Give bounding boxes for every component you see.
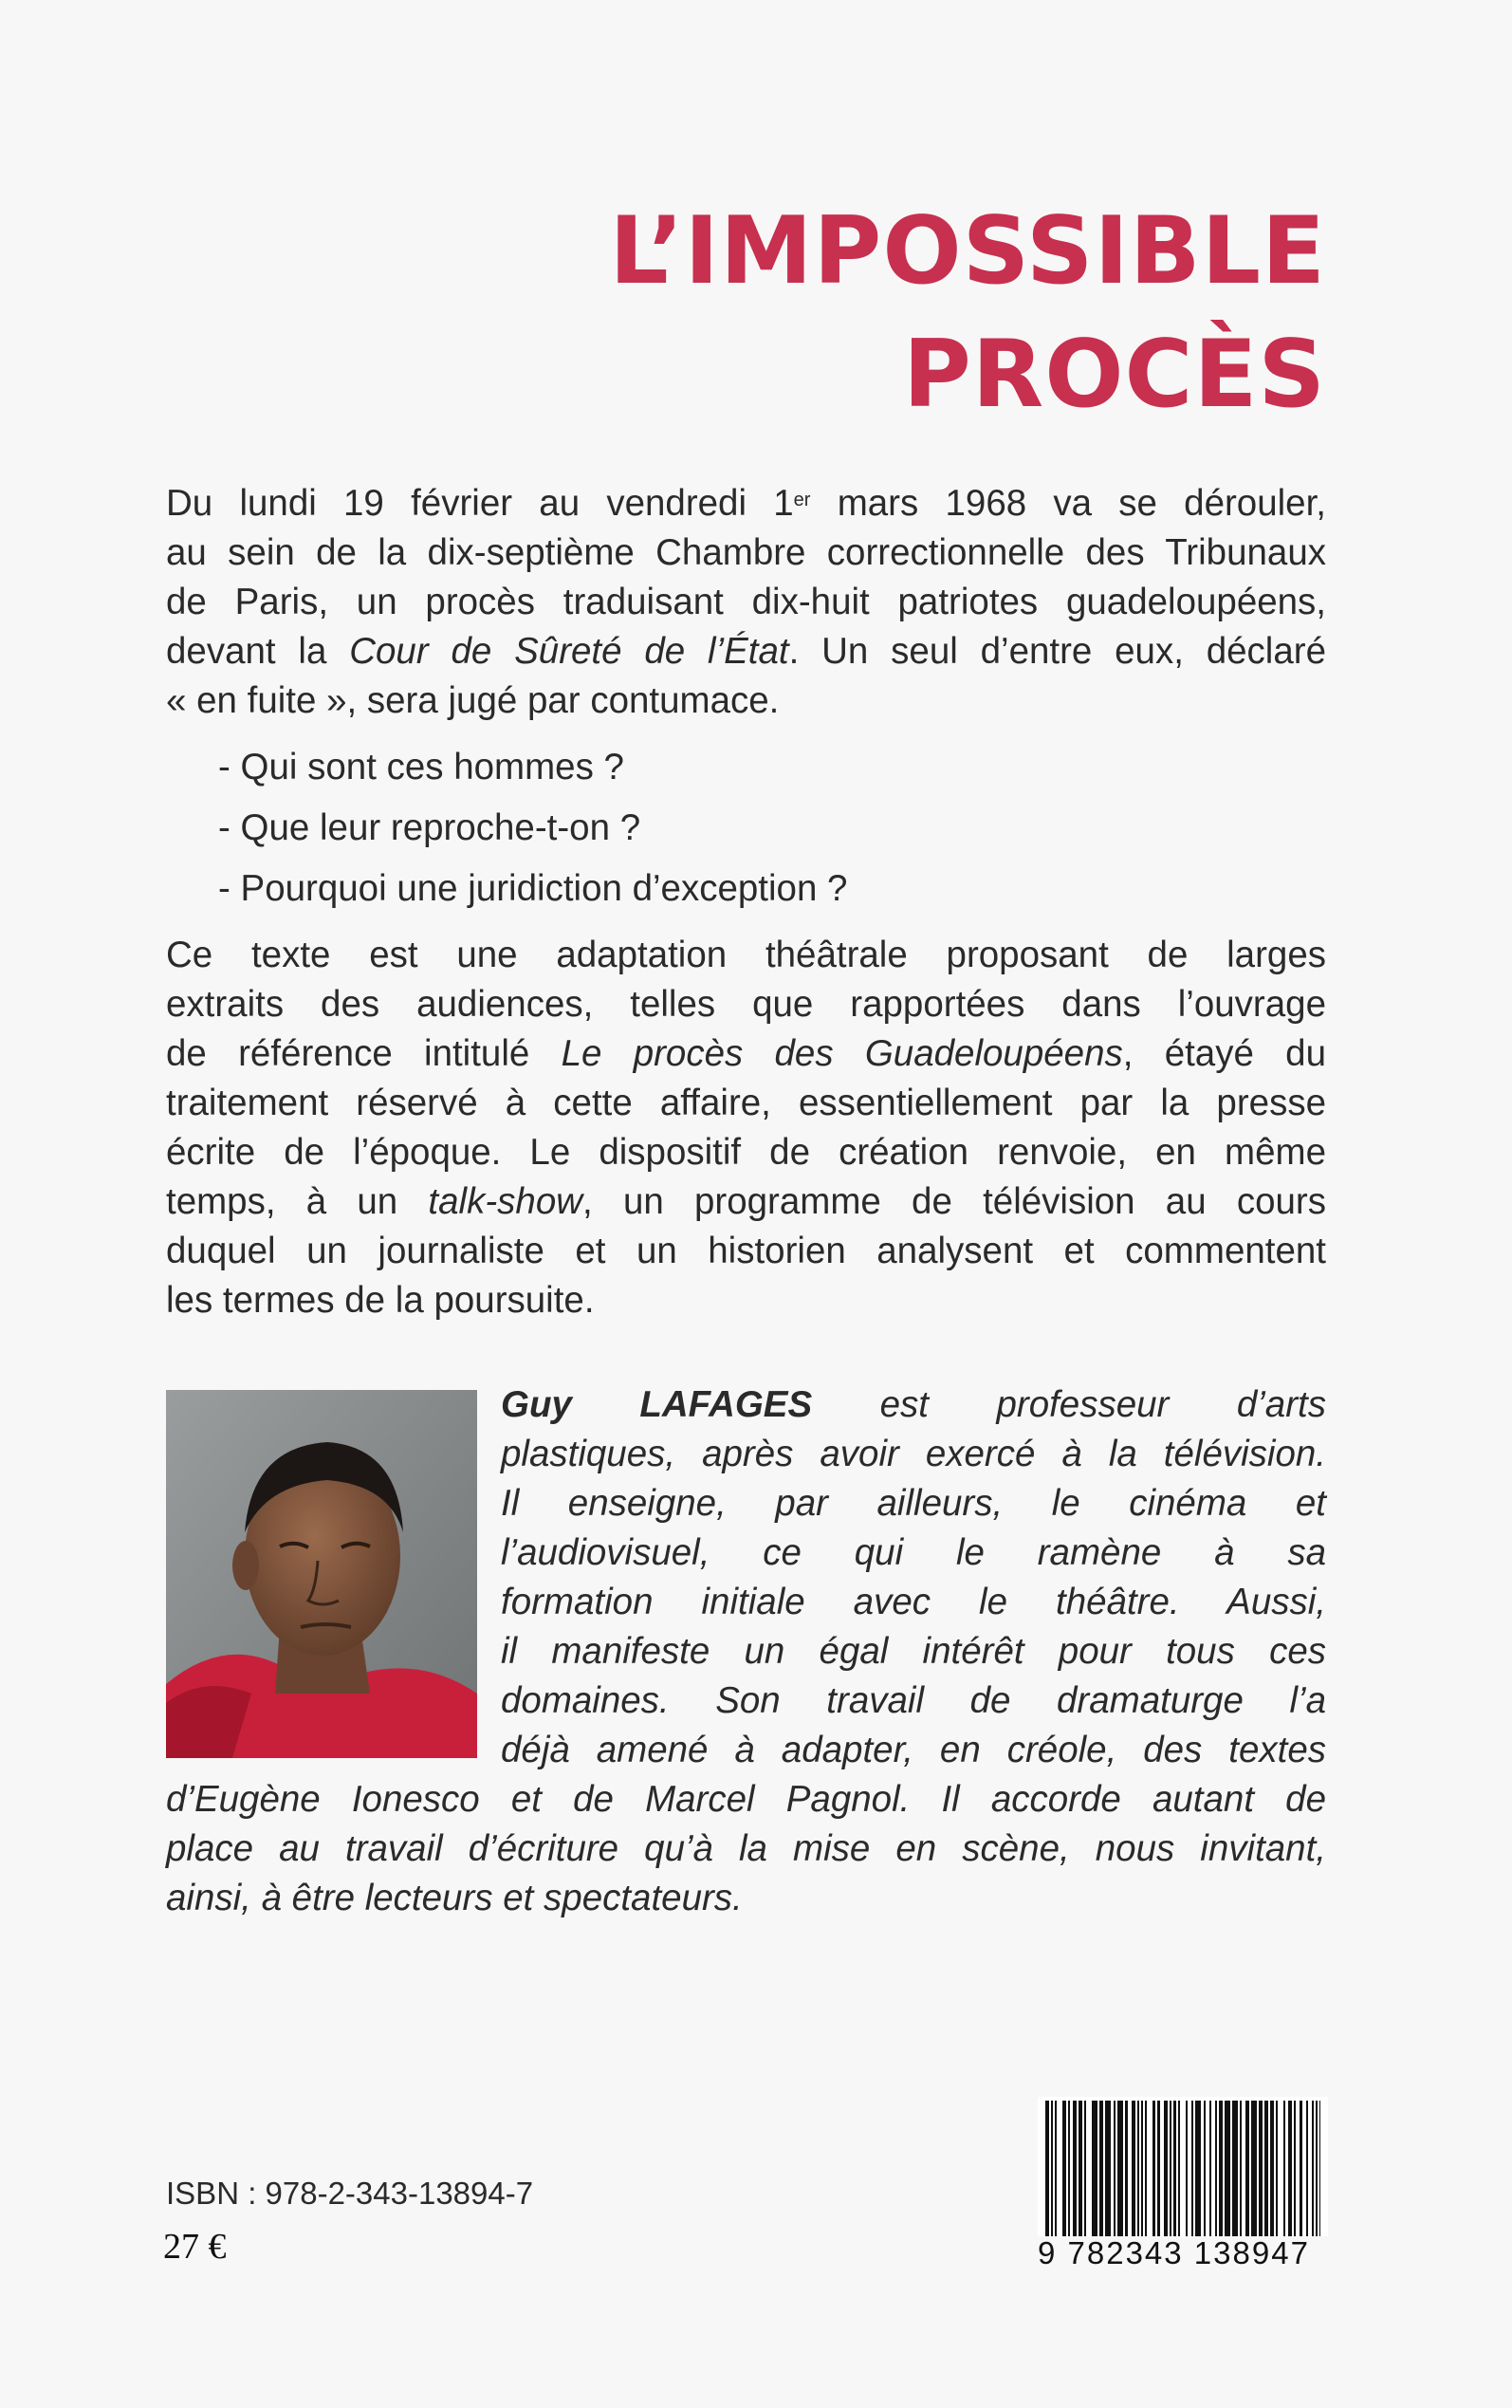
text-line: devant la Cour de Sûreté de l’État. Un seul d’entre eux, déclaré	[166, 631, 1327, 672]
question-item: - Que leur reproche-t-on ?	[218, 807, 641, 848]
text-line: formation initiale avec le théâtre. Aussi,	[501, 1582, 1326, 1622]
synopsis	[166, 479, 1326, 1325]
question-list	[218, 737, 1326, 919]
text-line: Il enseigne, par ailleurs, le cinéma et	[501, 1483, 1326, 1524]
title-line-1: L’IMPOSSIBLE	[609, 197, 1326, 306]
text-line: de référence intitulé Le procès des Guadeloupéens, étayé du	[166, 1033, 1326, 1074]
text-line: déjà amené à adapter, en créole, des textes	[501, 1730, 1326, 1770]
title-line-2: PROCÈS	[902, 321, 1326, 429]
book-title	[609, 190, 1326, 436]
text-line: domaines. Son travail de dramaturge l’a	[501, 1680, 1326, 1721]
question-item: - Pourquoi une juridiction d’exception ?	[218, 868, 848, 909]
synopsis-paragraph-1	[166, 479, 1326, 726]
text-line: Guy LAFAGES est professeur d’arts	[501, 1384, 1326, 1425]
question-item: - Qui sont ces hommes ?	[218, 747, 624, 787]
superscript: er	[793, 490, 811, 510]
text-line: écrite de l’époque. Le dispositif de création renvoie, en même	[166, 1132, 1326, 1173]
italic-term: talk-show	[428, 1181, 583, 1222]
text-line: de Paris, un procès traduisant dix-huit patriotes guadeloupéens,	[166, 582, 1326, 622]
text-line: les termes de la poursuite.	[166, 1280, 595, 1321]
text-line: « en fuite », sera jugé par contumace.	[166, 680, 780, 721]
text-line: au sein de la dix-septième Chambre correctionnelle des Tribunaux	[166, 532, 1326, 573]
isbn: ISBN : 978-2-343-13894-7	[166, 2176, 534, 2211]
text-line: place au travail d’écriture qu’à la mise en scène, nous invitant,	[166, 1828, 1326, 1869]
text-line: extraits des audiences, telles que rapportées dans l’ouvrage	[166, 984, 1326, 1025]
text-line: plastiques, après avoir exercé à la télévision.	[501, 1434, 1326, 1474]
barcode-digits: 9 782343 138947	[1038, 2236, 1328, 2270]
text-line: temps, à un talk-show, un programme de télévision au cours	[166, 1181, 1326, 1222]
price: 27 €	[163, 2227, 227, 2267]
author-name: Guy LAFAGES	[501, 1384, 813, 1425]
text-line: il manifeste un égal intérêt pour tous ces	[501, 1631, 1326, 1672]
text-line: ainsi, à être lecteurs et spectateurs.	[166, 1878, 743, 1918]
text-line: d’Eugène Ionesco et de Marcel Pagnol. Il accorde autant de	[166, 1779, 1326, 1820]
text-line: duquel un journaliste et un historien analysent et commentent	[166, 1231, 1326, 1271]
author-bio	[166, 1380, 1326, 1923]
italic-title: Cour de Sûreté de l’État	[349, 631, 789, 672]
italic-title: Le procès des Guadeloupéens	[561, 1033, 1123, 1074]
synopsis-paragraph-2	[166, 931, 1326, 1325]
text-line: Du lundi 19 février au vendredi 1er mars 1968 va se dérouler,	[166, 483, 1326, 524]
text-line: Ce texte est une adaptation théâtrale proposant de larges	[166, 935, 1326, 975]
text-line: traitement réservé à cette affaire, essentiellement par la presse	[166, 1083, 1326, 1123]
text-line: l’audiovisuel, ce qui le ramène à sa	[501, 1532, 1326, 1573]
